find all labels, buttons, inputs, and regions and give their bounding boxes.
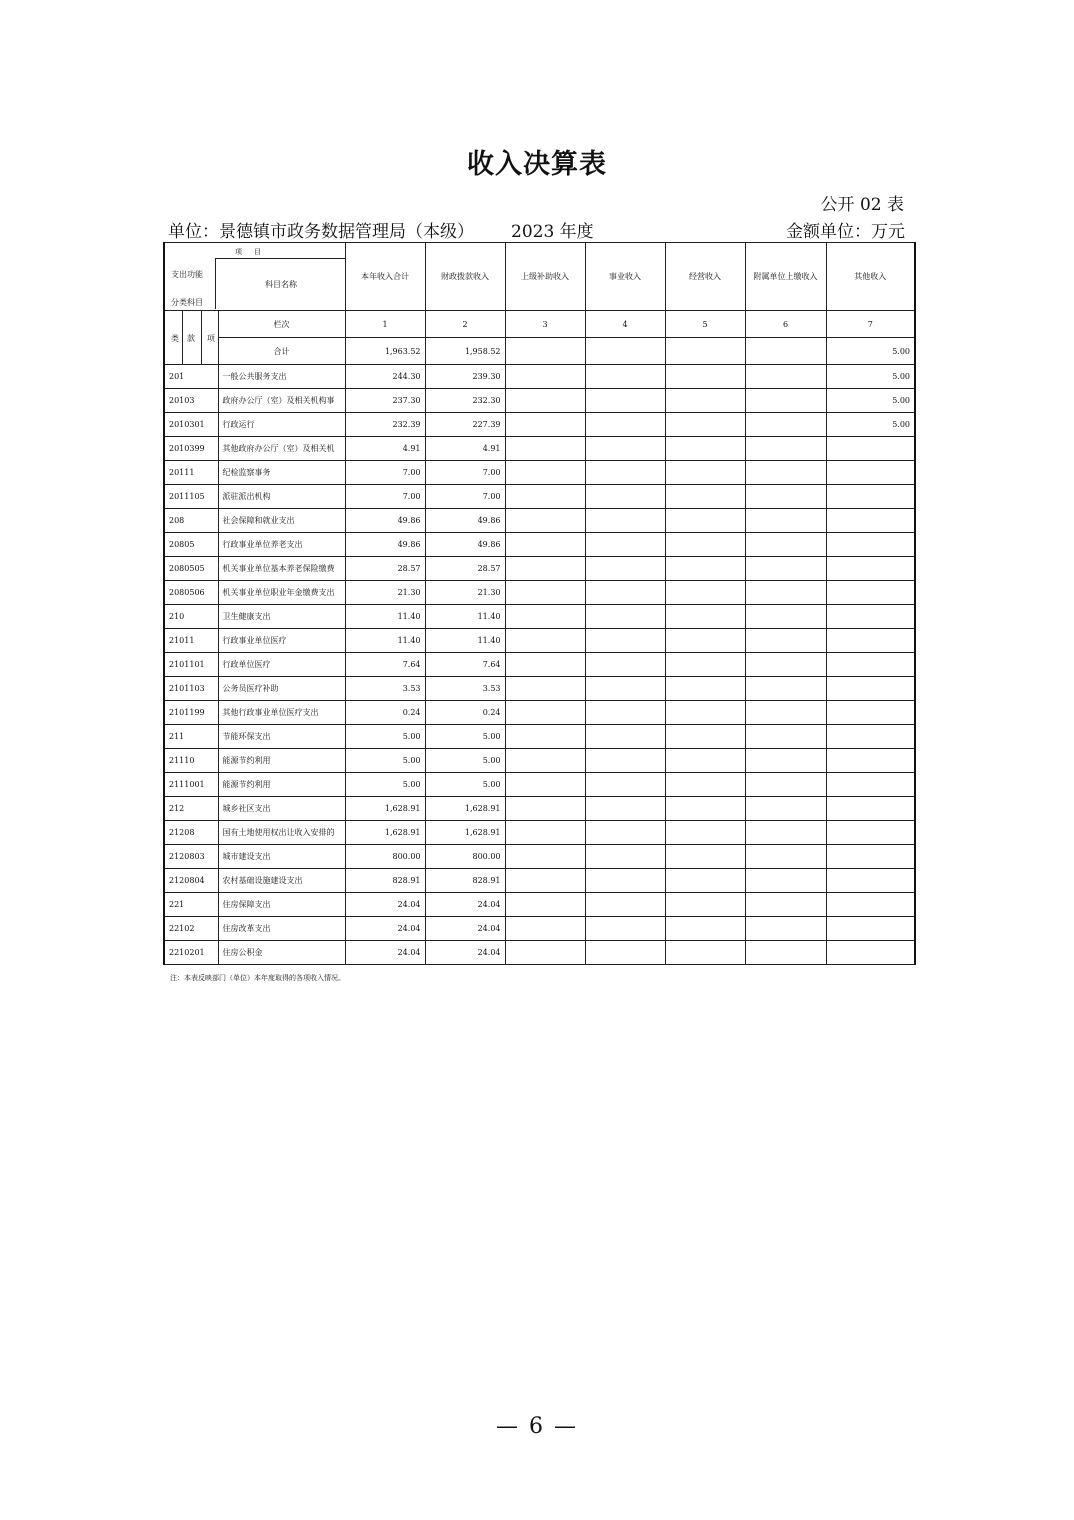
row-value-col-5 bbox=[665, 557, 745, 581]
row-value-col-5 bbox=[665, 869, 745, 893]
row-subject-name: 城乡社区支出 bbox=[218, 797, 345, 821]
row-subject-name: 社会保障和就业支出 bbox=[218, 509, 345, 533]
row-value-col-3 bbox=[505, 725, 585, 749]
page-number: — 6 — bbox=[496, 1414, 578, 1439]
row-value-col-6 bbox=[745, 413, 826, 437]
row-subject-name: 能源节约利用 bbox=[218, 749, 345, 773]
row-value-col-1: 5.00 bbox=[345, 773, 425, 797]
row-value-col-4 bbox=[585, 869, 665, 893]
table-row bbox=[164, 605, 915, 629]
row-value-col-2: 49.86 bbox=[425, 509, 505, 533]
table-row bbox=[164, 413, 915, 437]
row-subject-name: 行政运行 bbox=[218, 413, 345, 437]
row-value-col-1: 28.57 bbox=[345, 557, 425, 581]
page-title: 收入决算表 bbox=[467, 149, 607, 180]
row-value-col-5 bbox=[665, 941, 745, 965]
row-value-col-1: 7.00 bbox=[345, 485, 425, 509]
row-value-col-4 bbox=[585, 677, 665, 701]
row-value-col-1: 24.04 bbox=[345, 941, 425, 965]
table-row bbox=[164, 533, 915, 557]
form-number: 公开 02 表 bbox=[820, 195, 904, 215]
table-row bbox=[164, 365, 915, 389]
row-code: 22102 bbox=[164, 917, 218, 941]
row-value-col-7 bbox=[826, 821, 915, 845]
row-subject-name: 行政单位医疗 bbox=[218, 653, 345, 677]
row-value-col-3 bbox=[505, 581, 585, 605]
row-value-col-3 bbox=[505, 893, 585, 917]
row-value-col-7 bbox=[826, 437, 915, 461]
row-value-col-1: 244.30 bbox=[345, 365, 425, 389]
table-row bbox=[164, 845, 915, 869]
row-value-col-5 bbox=[665, 893, 745, 917]
row-subject-name: 国有土地使用权出让收入安排的 bbox=[218, 821, 345, 845]
row-code: 2111001 bbox=[164, 773, 218, 797]
row-value-col-1: 3.53 bbox=[345, 677, 425, 701]
row-value-col-6 bbox=[745, 701, 826, 725]
row-value-col-7 bbox=[826, 485, 915, 509]
row-value-col-5 bbox=[665, 821, 745, 845]
header-col-1: 本年收入合计 bbox=[345, 243, 425, 311]
row-value-col-7 bbox=[826, 533, 915, 557]
row-value-col-2: 24.04 bbox=[425, 893, 505, 917]
row-value-col-5 bbox=[665, 389, 745, 413]
row-value-col-7 bbox=[826, 869, 915, 893]
total-row bbox=[164, 338, 915, 365]
total-value: 5.00 bbox=[826, 338, 915, 365]
row-value-col-5 bbox=[665, 461, 745, 485]
row-value-col-5 bbox=[665, 485, 745, 509]
row-subject-name: 政府办公厅（室）及相关机构事 bbox=[218, 389, 345, 413]
row-subject-name: 卫生健康支出 bbox=[218, 605, 345, 629]
row-value-col-1: 49.86 bbox=[345, 509, 425, 533]
row-value-col-7 bbox=[826, 605, 915, 629]
row-value-col-1: 0.24 bbox=[345, 701, 425, 725]
row-value-col-4 bbox=[585, 629, 665, 653]
row-value-col-7 bbox=[826, 461, 915, 485]
row-value-col-4 bbox=[585, 557, 665, 581]
header-col-3: 上级补助收入 bbox=[505, 243, 585, 311]
row-subject-name: 公务员医疗补助 bbox=[218, 677, 345, 701]
row-value-col-2: 800.00 bbox=[425, 845, 505, 869]
row-value-col-3 bbox=[505, 389, 585, 413]
row-value-col-6 bbox=[745, 653, 826, 677]
row-value-col-7: 5.00 bbox=[826, 413, 915, 437]
row-value-col-6 bbox=[745, 797, 826, 821]
row-value-col-4 bbox=[585, 533, 665, 557]
col-index-5: 5 bbox=[665, 311, 745, 338]
row-value-col-6 bbox=[745, 581, 826, 605]
row-value-col-3 bbox=[505, 869, 585, 893]
row-subject-name: 行政事业单位医疗 bbox=[218, 629, 345, 653]
row-value-col-3 bbox=[505, 437, 585, 461]
row-value-col-6 bbox=[745, 773, 826, 797]
row-value-col-6 bbox=[745, 821, 826, 845]
row-subject-name: 住房保障支出 bbox=[218, 893, 345, 917]
row-code: 2011105 bbox=[164, 485, 218, 509]
row-value-col-3 bbox=[505, 533, 585, 557]
row-value-col-5 bbox=[665, 533, 745, 557]
unit-label: 单位：景德镇市政务数据管理局（本级） bbox=[168, 222, 474, 242]
row-value-col-3 bbox=[505, 917, 585, 941]
row-value-col-2: 227.39 bbox=[425, 413, 505, 437]
row-value-col-4 bbox=[585, 893, 665, 917]
row-value-col-4 bbox=[585, 389, 665, 413]
row-value-col-5 bbox=[665, 797, 745, 821]
row-value-col-4 bbox=[585, 725, 665, 749]
row-value-col-5 bbox=[665, 413, 745, 437]
row-value-col-3 bbox=[505, 677, 585, 701]
row-value-col-4 bbox=[585, 365, 665, 389]
row-subject-name: 城市建设支出 bbox=[218, 845, 345, 869]
row-value-col-7 bbox=[826, 725, 915, 749]
row-value-col-2: 828.91 bbox=[425, 869, 505, 893]
row-value-col-4 bbox=[585, 797, 665, 821]
row-code: 2120803 bbox=[164, 845, 218, 869]
row-value-col-7 bbox=[826, 701, 915, 725]
table-row bbox=[164, 749, 915, 773]
total-value bbox=[665, 338, 745, 365]
table-row bbox=[164, 437, 915, 461]
row-value-col-6 bbox=[745, 749, 826, 773]
row-value-col-7 bbox=[826, 629, 915, 653]
header-cat-lei: 类 bbox=[171, 334, 179, 343]
row-subject-name: 一般公共服务支出 bbox=[218, 365, 345, 389]
row-subject-name: 派驻派出机构 bbox=[218, 485, 345, 509]
row-subject-name: 机关事业单位基本养老保险缴费 bbox=[218, 557, 345, 581]
row-value-col-3 bbox=[505, 461, 585, 485]
row-value-col-4 bbox=[585, 581, 665, 605]
row-code: 21011 bbox=[164, 629, 218, 653]
row-code: 211 bbox=[164, 725, 218, 749]
row-value-col-3 bbox=[505, 413, 585, 437]
table-row bbox=[164, 773, 915, 797]
row-value-col-7 bbox=[826, 509, 915, 533]
row-value-col-4 bbox=[585, 485, 665, 509]
table-note: 注：本表反映部门（单位）本年度取得的各项收入情况。 bbox=[170, 974, 345, 982]
row-value-col-2: 24.04 bbox=[425, 941, 505, 965]
row-code: 2120804 bbox=[164, 869, 218, 893]
col-index-2: 2 bbox=[425, 311, 505, 338]
row-value-col-3 bbox=[505, 605, 585, 629]
row-value-col-7 bbox=[826, 917, 915, 941]
row-value-col-1: 5.00 bbox=[345, 725, 425, 749]
row-subject-name: 住房改革支出 bbox=[218, 917, 345, 941]
table-row bbox=[164, 917, 915, 941]
table-row bbox=[164, 701, 915, 725]
header-col-5: 经营收入 bbox=[665, 243, 745, 311]
row-value-col-3 bbox=[505, 701, 585, 725]
row-value-col-7 bbox=[826, 893, 915, 917]
row-value-col-1: 24.04 bbox=[345, 917, 425, 941]
row-value-col-2: 49.86 bbox=[425, 533, 505, 557]
row-value-col-5 bbox=[665, 677, 745, 701]
row-value-col-5 bbox=[665, 917, 745, 941]
header-subject-name: 科目名称 bbox=[215, 258, 345, 309]
row-value-col-2: 3.53 bbox=[425, 677, 505, 701]
row-subject-name: 其他政府办公厅（室）及相关机 bbox=[218, 437, 345, 461]
row-code: 20805 bbox=[164, 533, 218, 557]
row-value-col-7 bbox=[826, 557, 915, 581]
row-value-col-6 bbox=[745, 533, 826, 557]
row-value-col-5 bbox=[665, 365, 745, 389]
header-corner bbox=[164, 243, 345, 311]
row-value-col-1: 1,628.91 bbox=[345, 797, 425, 821]
row-subject-name: 纪检监察事务 bbox=[218, 461, 345, 485]
row-value-col-2: 11.40 bbox=[425, 605, 505, 629]
row-subject-name: 能源节约利用 bbox=[218, 773, 345, 797]
row-value-col-1: 24.04 bbox=[345, 893, 425, 917]
table-row bbox=[164, 557, 915, 581]
header-func-class-2: 分类科目 bbox=[171, 298, 203, 307]
col-index-3: 3 bbox=[505, 311, 585, 338]
row-code: 221 bbox=[164, 893, 218, 917]
table-row bbox=[164, 893, 915, 917]
row-value-col-4 bbox=[585, 509, 665, 533]
total-value bbox=[505, 338, 585, 365]
header-col-index-label: 栏次 bbox=[218, 311, 345, 338]
row-value-col-1: 21.30 bbox=[345, 581, 425, 605]
header-col-2: 财政拨款收入 bbox=[425, 243, 505, 311]
row-value-col-2: 232.30 bbox=[425, 389, 505, 413]
header-func-class-1: 支出功能 bbox=[171, 270, 203, 279]
table-row bbox=[164, 725, 915, 749]
meta-row bbox=[168, 217, 905, 241]
row-code: 2010399 bbox=[164, 437, 218, 461]
row-subject-name: 住房公积金 bbox=[218, 941, 345, 965]
table-row bbox=[164, 797, 915, 821]
row-value-col-4 bbox=[585, 917, 665, 941]
row-value-col-6 bbox=[745, 485, 826, 509]
row-value-col-7: 5.00 bbox=[826, 365, 915, 389]
row-value-col-4 bbox=[585, 773, 665, 797]
row-value-col-1: 828.91 bbox=[345, 869, 425, 893]
row-value-col-6 bbox=[745, 941, 826, 965]
row-code: 2010301 bbox=[164, 413, 218, 437]
table-row bbox=[164, 509, 915, 533]
row-code: 20111 bbox=[164, 461, 218, 485]
header-col-4: 事业收入 bbox=[585, 243, 665, 311]
row-value-col-4 bbox=[585, 461, 665, 485]
row-value-col-3 bbox=[505, 821, 585, 845]
row-value-col-3 bbox=[505, 797, 585, 821]
row-value-col-6 bbox=[745, 557, 826, 581]
row-value-col-1: 7.64 bbox=[345, 653, 425, 677]
row-value-col-6 bbox=[745, 509, 826, 533]
row-value-col-4 bbox=[585, 653, 665, 677]
row-value-col-6 bbox=[745, 917, 826, 941]
total-value bbox=[745, 338, 826, 365]
total-label: 合计 bbox=[218, 338, 345, 365]
row-value-col-2: 5.00 bbox=[425, 773, 505, 797]
table-row bbox=[164, 869, 915, 893]
row-value-col-2: 7.64 bbox=[425, 653, 505, 677]
row-value-col-2: 1,628.91 bbox=[425, 797, 505, 821]
row-value-col-3 bbox=[505, 629, 585, 653]
row-value-col-7 bbox=[826, 941, 915, 965]
table-row bbox=[164, 677, 915, 701]
row-value-col-7 bbox=[826, 677, 915, 701]
row-value-col-3 bbox=[505, 557, 585, 581]
row-code: 2080506 bbox=[164, 581, 218, 605]
table-row bbox=[164, 389, 915, 413]
row-value-col-3 bbox=[505, 941, 585, 965]
row-value-col-6 bbox=[745, 605, 826, 629]
row-value-col-5 bbox=[665, 773, 745, 797]
table-row bbox=[164, 629, 915, 653]
row-code: 20103 bbox=[164, 389, 218, 413]
header-row-titles bbox=[164, 243, 915, 311]
header-row-indices bbox=[164, 311, 915, 338]
row-value-col-4 bbox=[585, 605, 665, 629]
row-value-col-1: 4.91 bbox=[345, 437, 425, 461]
row-subject-name: 节能环保支出 bbox=[218, 725, 345, 749]
table-row bbox=[164, 485, 915, 509]
row-code: 2101103 bbox=[164, 677, 218, 701]
row-subject-name: 行政事业单位养老支出 bbox=[218, 533, 345, 557]
table-row bbox=[164, 461, 915, 485]
row-value-col-6 bbox=[745, 461, 826, 485]
row-value-col-5 bbox=[665, 581, 745, 605]
row-value-col-4 bbox=[585, 437, 665, 461]
row-value-col-5 bbox=[665, 749, 745, 773]
header-project-label: 项目 bbox=[235, 248, 273, 256]
row-value-col-1: 5.00 bbox=[345, 749, 425, 773]
row-value-col-2: 4.91 bbox=[425, 437, 505, 461]
row-value-col-3 bbox=[505, 485, 585, 509]
table-row bbox=[164, 653, 915, 677]
row-value-col-5 bbox=[665, 845, 745, 869]
row-value-col-7: 5.00 bbox=[826, 389, 915, 413]
row-subject-name: 其他行政事业单位医疗支出 bbox=[218, 701, 345, 725]
row-value-col-2: 11.40 bbox=[425, 629, 505, 653]
col-index-7: 7 bbox=[826, 311, 915, 338]
total-value: 1,963.52 bbox=[345, 338, 425, 365]
row-value-col-5 bbox=[665, 629, 745, 653]
row-value-col-7 bbox=[826, 845, 915, 869]
row-value-col-4 bbox=[585, 821, 665, 845]
row-value-col-7 bbox=[826, 797, 915, 821]
row-value-col-2: 28.57 bbox=[425, 557, 505, 581]
amount-unit: 金额单位：万元 bbox=[786, 222, 905, 242]
row-value-col-6 bbox=[745, 629, 826, 653]
row-value-col-3 bbox=[505, 509, 585, 533]
row-value-col-2: 0.24 bbox=[425, 701, 505, 725]
row-value-col-4 bbox=[585, 701, 665, 725]
row-value-col-2: 7.00 bbox=[425, 461, 505, 485]
row-value-col-6 bbox=[745, 725, 826, 749]
col-index-1: 1 bbox=[345, 311, 425, 338]
row-code: 21208 bbox=[164, 821, 218, 845]
row-code: 201 bbox=[164, 365, 218, 389]
header-cat-xiang: 项 bbox=[207, 334, 215, 343]
row-value-col-1: 7.00 bbox=[345, 461, 425, 485]
table-row bbox=[164, 941, 915, 965]
row-value-col-5 bbox=[665, 725, 745, 749]
row-value-col-2: 239.30 bbox=[425, 365, 505, 389]
header-col-7: 其他收入 bbox=[826, 243, 915, 311]
row-value-col-3 bbox=[505, 653, 585, 677]
row-value-col-5 bbox=[665, 653, 745, 677]
header-cat-kuan: 款 bbox=[187, 334, 195, 343]
header-category-cell bbox=[164, 311, 218, 365]
table-row bbox=[164, 581, 915, 605]
row-value-col-6 bbox=[745, 437, 826, 461]
row-value-col-3 bbox=[505, 749, 585, 773]
row-value-col-6 bbox=[745, 365, 826, 389]
row-code: 208 bbox=[164, 509, 218, 533]
row-value-col-6 bbox=[745, 845, 826, 869]
row-value-col-1: 11.40 bbox=[345, 629, 425, 653]
row-value-col-3 bbox=[505, 845, 585, 869]
row-value-col-2: 21.30 bbox=[425, 581, 505, 605]
row-value-col-2: 1,628.91 bbox=[425, 821, 505, 845]
row-value-col-6 bbox=[745, 869, 826, 893]
row-value-col-1: 49.86 bbox=[345, 533, 425, 557]
row-value-col-2: 5.00 bbox=[425, 725, 505, 749]
col-index-4: 4 bbox=[585, 311, 665, 338]
row-code: 21110 bbox=[164, 749, 218, 773]
row-value-col-4 bbox=[585, 941, 665, 965]
fiscal-year: 2023 年度 bbox=[511, 222, 594, 242]
row-value-col-4 bbox=[585, 413, 665, 437]
row-value-col-6 bbox=[745, 389, 826, 413]
total-value: 1,958.52 bbox=[425, 338, 505, 365]
row-code: 2080505 bbox=[164, 557, 218, 581]
total-value bbox=[585, 338, 665, 365]
row-value-col-4 bbox=[585, 749, 665, 773]
row-value-col-2: 24.04 bbox=[425, 917, 505, 941]
row-code: 210 bbox=[164, 605, 218, 629]
row-value-col-1: 1,628.91 bbox=[345, 821, 425, 845]
row-value-col-1: 232.39 bbox=[345, 413, 425, 437]
row-value-col-2: 7.00 bbox=[425, 485, 505, 509]
row-value-col-5 bbox=[665, 437, 745, 461]
row-value-col-7 bbox=[826, 581, 915, 605]
row-value-col-1: 237.30 bbox=[345, 389, 425, 413]
income-table bbox=[163, 242, 916, 965]
row-value-col-5 bbox=[665, 605, 745, 629]
row-subject-name: 农村基础设施建设支出 bbox=[218, 869, 345, 893]
col-index-6: 6 bbox=[745, 311, 826, 338]
row-value-col-4 bbox=[585, 845, 665, 869]
row-value-col-6 bbox=[745, 893, 826, 917]
row-code: 212 bbox=[164, 797, 218, 821]
row-code: 2210201 bbox=[164, 941, 218, 965]
row-value-col-7 bbox=[826, 773, 915, 797]
row-code: 2101199 bbox=[164, 701, 218, 725]
row-value-col-2: 5.00 bbox=[425, 749, 505, 773]
row-value-col-5 bbox=[665, 701, 745, 725]
row-value-col-7 bbox=[826, 653, 915, 677]
table-row bbox=[164, 821, 915, 845]
row-value-col-1: 800.00 bbox=[345, 845, 425, 869]
row-value-col-7 bbox=[826, 749, 915, 773]
row-value-col-6 bbox=[745, 677, 826, 701]
row-value-col-1: 11.40 bbox=[345, 605, 425, 629]
header-col-6: 附属单位上缴收入 bbox=[745, 243, 826, 311]
row-value-col-3 bbox=[505, 365, 585, 389]
row-subject-name: 机关事业单位职业年金缴费支出 bbox=[218, 581, 345, 605]
row-value-col-3 bbox=[505, 773, 585, 797]
row-value-col-5 bbox=[665, 509, 745, 533]
row-code: 2101101 bbox=[164, 653, 218, 677]
